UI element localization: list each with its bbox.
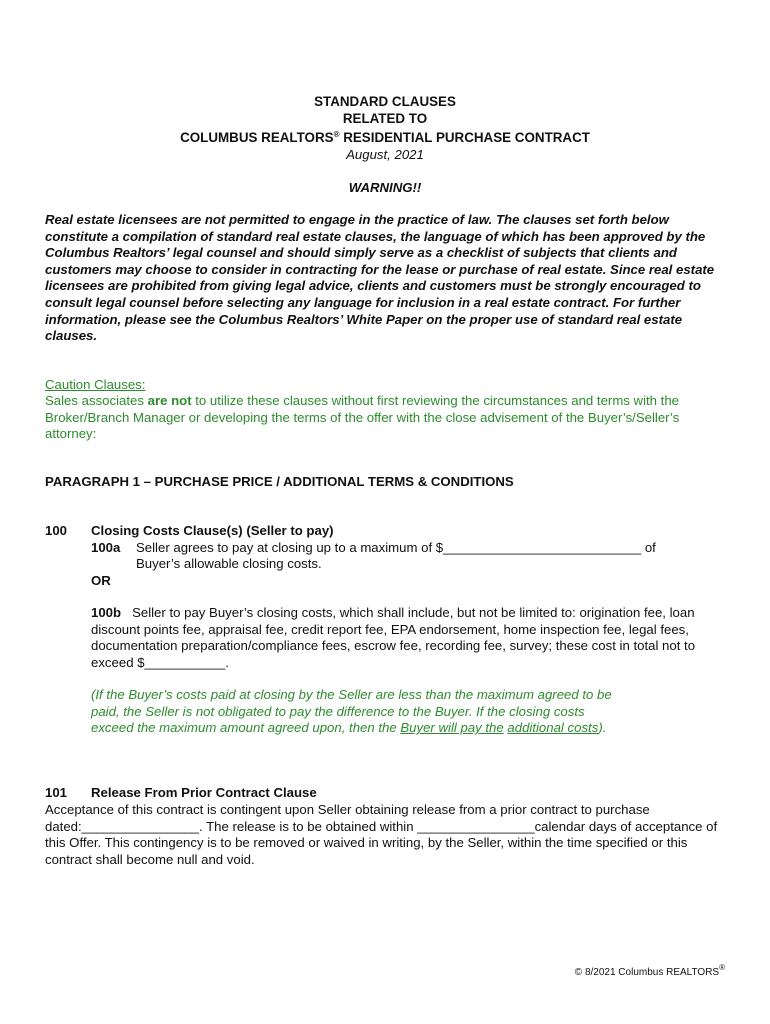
- clause-100-note: [91, 687, 619, 737]
- title-line-3: [0, 130, 770, 147]
- warning-paragraph: Real estate licensees are not permitted to engage in the practice of law. The clauses set forth below constitute a compilation of standard real estate clauses, the language of which has been approved by the Columbus Realtors’ legal counsel and should simply serve as a checklist of subjects that clients and customers may choose to consider in contracting for the lease or purchase of real estate. Since real estate licensees are prohibited from giving legal advice, clients and customers must be strongly encouraged to consult legal counsel before selecting any language for inclusion in a real estate contract. For further information, please see the Columbus Realtors’ White Paper on the proper use of standard real estate clauses.: [45, 212, 715, 344]
- caution-heading: Caution Clauses:: [45, 377, 146, 392]
- clause-100-note-underlined-1: Buyer will pay the: [400, 720, 504, 736]
- clause-100b-text: Seller to pay Buyer’s closing costs, which shall include, but not be limited to: origination fee, loan discount points fee, appraisal fee, credit report fee, EPA endorsement, home inspection fee, legal fees, documentation preparation/compliance fees, escrow fee, recording fee, survey; these cost in total not to exceed $___________.: [91, 605, 696, 670]
- caution-text-after: to utilize these clauses without first reviewing the circumstances and terms with the Broker/Branch Manager or developing the terms of the offer with the close advisement of the Buyer’s/Seller’s attorney:: [45, 393, 680, 442]
- clause-100-note-underlined-2: additional costs: [507, 720, 599, 736]
- paragraph-1-heading: PARAGRAPH 1 – PURCHASE PRICE / ADDITIONAL TERMS & CONDITIONS: [45, 474, 514, 489]
- clause-100-title: Closing Costs Clause(s) (Seller to pay): [91, 523, 334, 538]
- clause-101-number: 101: [45, 785, 68, 800]
- clause-100a-text-line2: Buyer’s allowable closing costs.: [136, 556, 322, 571]
- clause-100-note-end: ).: [598, 720, 607, 736]
- clause-100-note-text: (If the Buyer’s costs paid at closing by the Seller are less than the maximum agreed to be paid, the Seller is not obligated to pay the difference to the Buyer. If the closing costs exceed the maximum amount agreed upon, then the: [91, 687, 612, 736]
- footer-copyright: [575, 965, 725, 982]
- clause-100-number: 100: [45, 523, 68, 538]
- clause-100b-paragraph: [91, 605, 723, 671]
- clause-100b-label: 100b: [91, 605, 122, 620]
- title-line-3-suffix: RESIDENTIAL PURCHASE CONTRACT: [339, 130, 590, 145]
- clause-100a-text-line1: Seller agrees to pay at closing up to a maximum of $___________________________ of: [136, 540, 656, 555]
- clause-100a-label: 100a: [91, 540, 121, 555]
- warning-heading: WARNING!!: [348, 180, 422, 195]
- clause-101-paragraph: Acceptance of this contract is contingent upon Seller obtaining release from a prior contract to purchase dated:________________. The release is to be obtained within ________________calendar days of acceptance of this Offer. This contingency is to be removed or waived in writing, by the Seller, within the time specified or this contract shall become null and void.: [45, 802, 718, 867]
- caution-paragraph: [45, 393, 720, 443]
- registered-mark: ®: [333, 130, 340, 139]
- clause-100-or: OR: [91, 573, 111, 588]
- document-date: August, 2021: [346, 147, 424, 162]
- title-line-1: STANDARD CLAUSES: [314, 94, 456, 109]
- footer-text: © 8/2021 Columbus REALTORS: [574, 967, 720, 978]
- footer-registered-mark: ®: [719, 963, 725, 972]
- caution-text-emphasis: are not: [147, 393, 192, 408]
- title-line-2: RELATED TO: [342, 111, 428, 126]
- clause-101-title: Release From Prior Contract Clause: [91, 785, 317, 800]
- caution-text-before: Sales associates: [45, 393, 148, 408]
- title-line-3-prefix: COLUMBUS REALTORS: [180, 130, 334, 145]
